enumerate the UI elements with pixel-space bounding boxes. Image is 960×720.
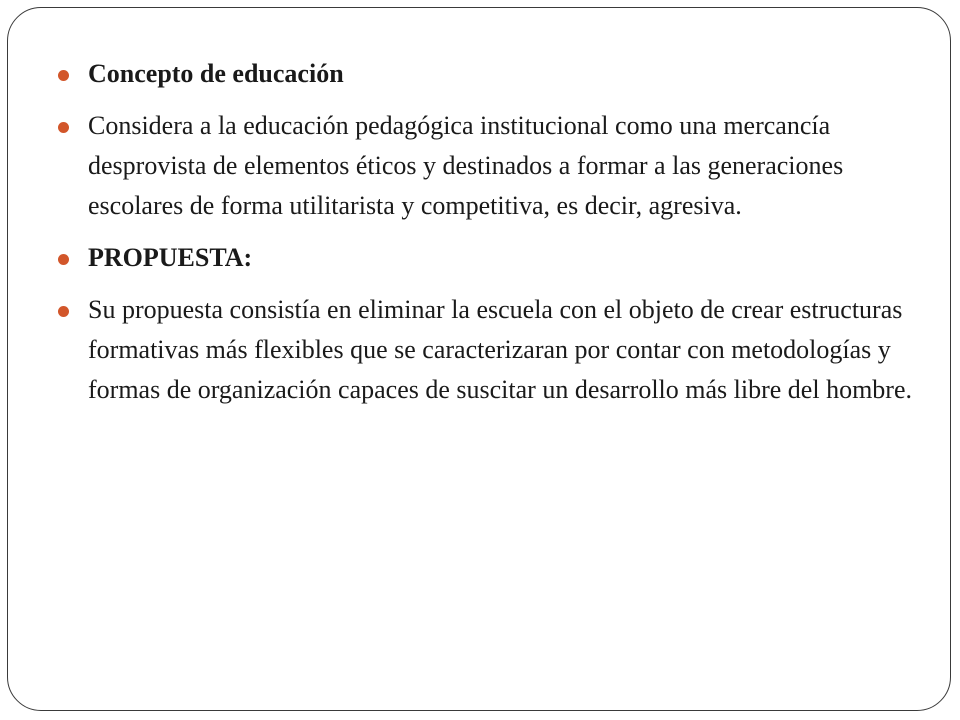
- bullet-text: PROPUESTA:: [88, 243, 253, 272]
- bullet-concepto-description: [58, 106, 918, 226]
- slide-frame: [7, 7, 951, 711]
- bullet-list: [58, 54, 918, 422]
- bullet-propuesta-heading: [58, 238, 918, 278]
- bullet-propuesta-description: [58, 290, 918, 410]
- bullet-dot-icon: [58, 254, 69, 265]
- bullet-concepto-heading: [58, 54, 918, 94]
- bullet-text: Concepto de educación: [88, 59, 344, 88]
- bullet-dot-icon: [58, 70, 69, 81]
- bullet-text: Considera a la educación pedagógica institucional como una mercancía desprovista de elementos éticos y destinados a formar a las generaciones escolares de forma utilitarista y competitiva, es decir, agresiva.: [88, 111, 844, 220]
- bullet-dot-icon: [58, 122, 69, 133]
- bullet-text: Su propuesta consistía en eliminar la escuela con el objeto de crear estructuras formativas más flexibles que se caracterizaran por contar con metodologías y formas de organización capaces de suscitar un desarrollo más libre del hombre.: [88, 295, 912, 404]
- bullet-dot-icon: [58, 306, 69, 317]
